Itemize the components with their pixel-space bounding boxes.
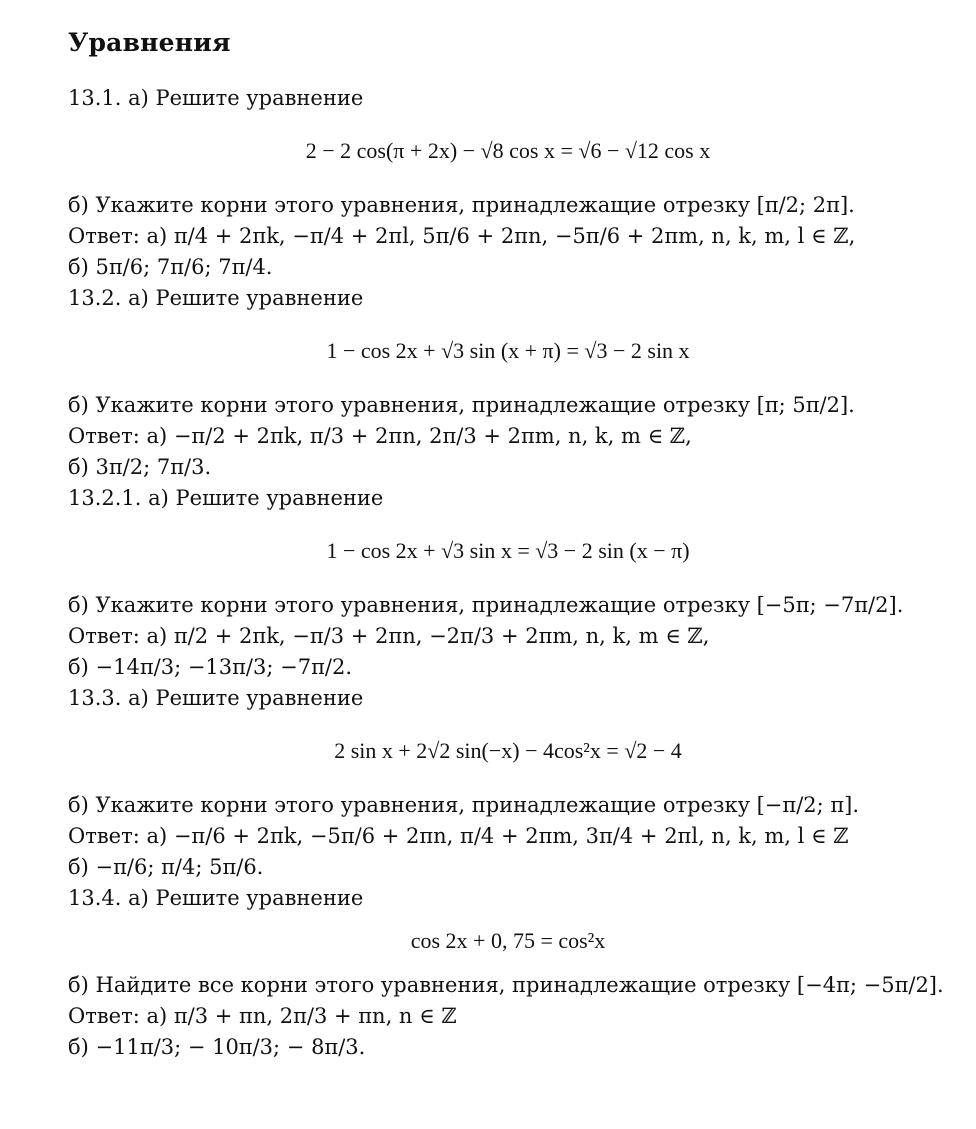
problem-part-b: б) Укажите корни этого уравнения, принадлежащие отрезку [π; 5π/2]. [68,393,855,417]
problem-heading: 13.2. а) Решите уравнение [68,286,364,310]
problem-part-b: б) Укажите корни этого уравнения, принадлежащие отрезку [−π/2; π]. [68,793,860,817]
problem-13-1 [68,83,948,283]
problem-part-b: б) Укажите корни этого уравнения, принадлежащие отрезку [π/2; 2π]. [68,193,855,217]
problem-13-2-1 [68,483,948,683]
answer-part-b: б) −14π/3; −13π/3; −7π/2. [68,655,352,679]
problem-13-3 [68,683,948,883]
problem-equation: 1 − cos 2x + √3 sin (x + π) = √3 − 2 sin x [326,338,690,363]
problem-equation: cos 2x + 0, 75 = cos²x [410,928,606,953]
answer-part-a: Ответ: а) −π/6 + 2πk, −5π/6 + 2πn, π/4 + 2πm, 3π/4 + 2πl, n, k, m, l ∈ ℤ [68,824,849,848]
problem-13-4 [68,883,948,1063]
problem-equation: 2 sin x + 2√2 sin(−x) − 4cos²x = √2 − 4 [334,738,682,763]
problem-13-2 [68,283,948,483]
problem-equation: 2 − 2 cos(π + 2x) − √8 cos x = √6 − √12 cos x [305,138,711,163]
answer-part-b: б) −11π/3; − 10π/3; − 8π/3. [68,1035,366,1059]
problem-part-b: б) Укажите корни этого уравнения, принадлежащие отрезку [−5π; −7π/2]. [68,593,904,617]
problem-heading: 13.2.1. а) Решите уравнение [68,486,384,510]
answer-part-a: Ответ: а) π/3 + πn, 2π/3 + πn, n ∈ ℤ [68,1004,457,1028]
answer-part-b: б) 3π/2; 7π/3. [68,455,212,479]
page-title: Уравнения [68,28,231,57]
answer-part-a: Ответ: а) −π/2 + 2πk, π/3 + 2πn, 2π/3 + 2πm, n, k, m ∈ ℤ, [68,424,692,448]
problem-part-b: б) Найдите все корни этого уравнения, принадлежащие отрезку [−4π; −5π/2]. [68,973,944,997]
answer-part-b: б) 5π/6; 7π/6; 7π/4. [68,255,273,279]
problem-heading: 13.4. а) Решите уравнение [68,886,364,910]
document-page [68,28,948,1063]
answer-part-a: Ответ: а) π/4 + 2πk, −π/4 + 2πl, 5π/6 + 2πn, −5π/6 + 2πm, n, k, m, l ∈ ℤ, [68,224,856,248]
problem-equation: 1 − cos 2x + √3 sin x = √3 − 2 sin (x − π) [326,538,690,563]
answer-part-b: б) −π/6; π/4; 5π/6. [68,855,264,879]
problem-heading: 13.1. а) Решите уравнение [68,86,364,110]
problem-heading: 13.3. а) Решите уравнение [68,686,364,710]
answer-part-a: Ответ: а) π/2 + 2πk, −π/3 + 2πn, −2π/3 + 2πm, n, k, m ∈ ℤ, [68,624,710,648]
